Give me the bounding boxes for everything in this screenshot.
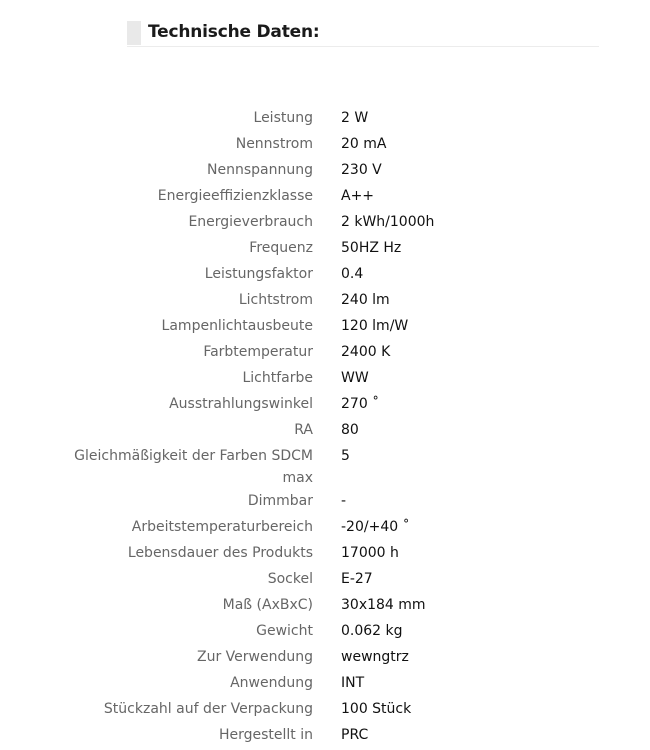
spec-row-gewicht: [0, 619, 650, 645]
spec-row-energieverbrauch: [0, 210, 650, 236]
spec-value: INT: [341, 675, 365, 691]
spec-row-lebensdauer: [0, 541, 650, 567]
spec-row-zur-verwendung: [0, 645, 650, 671]
spec-row-dimmbar: [0, 489, 650, 515]
spec-row-arbeitstemperaturbereich: [0, 515, 650, 541]
spec-value: wewngtrz: [341, 649, 409, 665]
spec-value: A++: [341, 188, 375, 204]
spec-label: RA: [294, 422, 313, 438]
spec-value: PRC: [341, 727, 369, 743]
spec-label: Lebensdauer des Produkts: [127, 545, 313, 561]
spec-label: Dimmbar: [247, 493, 313, 509]
spec-label: Energieeffizienzklasse: [157, 188, 313, 204]
spec-value: -20/+40 ˚: [341, 519, 410, 535]
spec-value: 17000 h: [341, 545, 399, 561]
spec-label: Zur Verwendung: [197, 649, 313, 665]
spec-label: Leistung: [253, 110, 313, 126]
spec-value: 30x184 mm: [341, 597, 426, 613]
spec-row-stueckzahl: [0, 697, 650, 723]
spec-label: Lampenlichtausbeute: [161, 318, 313, 334]
spec-label: Ausstrahlungswinkel: [169, 396, 313, 412]
heading-accent-bar: [127, 21, 141, 45]
spec-row-hergestellt-in: [0, 723, 650, 749]
spec-value: 50HZ Hz: [341, 240, 402, 256]
spec-row-sdcm: [0, 444, 650, 489]
spec-value: -: [341, 493, 347, 509]
section-title: Technische Daten:: [148, 22, 320, 42]
spec-row-nennstrom: [0, 132, 650, 158]
spec-label: Lichtstrom: [238, 292, 313, 308]
spec-value: E-27: [341, 571, 373, 587]
spec-label: Energieverbrauch: [188, 214, 313, 230]
spec-row-ra: [0, 418, 650, 444]
spec-row-energieeffizienzklasse: [0, 184, 650, 210]
spec-value: 0.4: [341, 266, 364, 282]
spec-label: Maß (AxBxC): [222, 597, 313, 613]
spec-label: Frequenz: [249, 240, 313, 256]
spec-row-lichtstrom: [0, 288, 650, 314]
spec-value: WW: [341, 370, 369, 386]
spec-value: 80: [341, 422, 359, 438]
spec-row-nennspannung: [0, 158, 650, 184]
spec-row-lichtfarbe: [0, 366, 650, 392]
spec-label: Nennspannung: [207, 162, 313, 178]
spec-row-ausstrahlungswinkel: [0, 392, 650, 418]
spec-row-leistung: [0, 106, 650, 132]
spec-label: Anwendung: [230, 675, 313, 691]
spec-value: 2400 K: [341, 344, 391, 360]
spec-label: Lichtfarbe: [242, 370, 313, 386]
spec-label: Nennstrom: [235, 136, 313, 152]
spec-value: 5: [341, 448, 350, 464]
spec-label: Stückzahl auf der Verpackung: [103, 701, 313, 717]
spec-label: Farbtemperatur: [203, 344, 313, 360]
spec-value: 230 V: [341, 162, 382, 178]
spec-value: 20 mA: [341, 136, 387, 152]
section-header: [127, 20, 599, 47]
spec-label: Sockel: [267, 571, 313, 587]
spec-row-anwendung: [0, 671, 650, 697]
spec-label: Leistungsfaktor: [204, 266, 313, 282]
spec-row-mass: [0, 593, 650, 619]
spec-value: 0.062 kg: [341, 623, 403, 639]
spec-row-leistungsfaktor: [0, 262, 650, 288]
spec-row-sockel: [0, 567, 650, 593]
spec-value: 120 lm/W: [341, 318, 409, 334]
spec-label: Gleichmäßigkeit der Farben SDCM max: [74, 448, 313, 486]
spec-label: Hergestellt in: [218, 727, 313, 743]
spec-label: Gewicht: [256, 623, 313, 639]
spec-value: 2 W: [341, 110, 369, 126]
spec-row-lampenlichtausbeute: [0, 314, 650, 340]
spec-label: Arbeitstemperaturbereich: [131, 519, 313, 535]
spec-value: 240 lm: [341, 292, 390, 308]
spec-value: 2 kWh/1000h: [341, 214, 435, 230]
spec-value: 270 ˚: [341, 396, 380, 412]
spec-row-farbtemperatur: [0, 340, 650, 366]
spec-table: [0, 106, 650, 749]
spec-row-frequenz: [0, 236, 650, 262]
spec-value: 100 Stück: [341, 701, 412, 717]
